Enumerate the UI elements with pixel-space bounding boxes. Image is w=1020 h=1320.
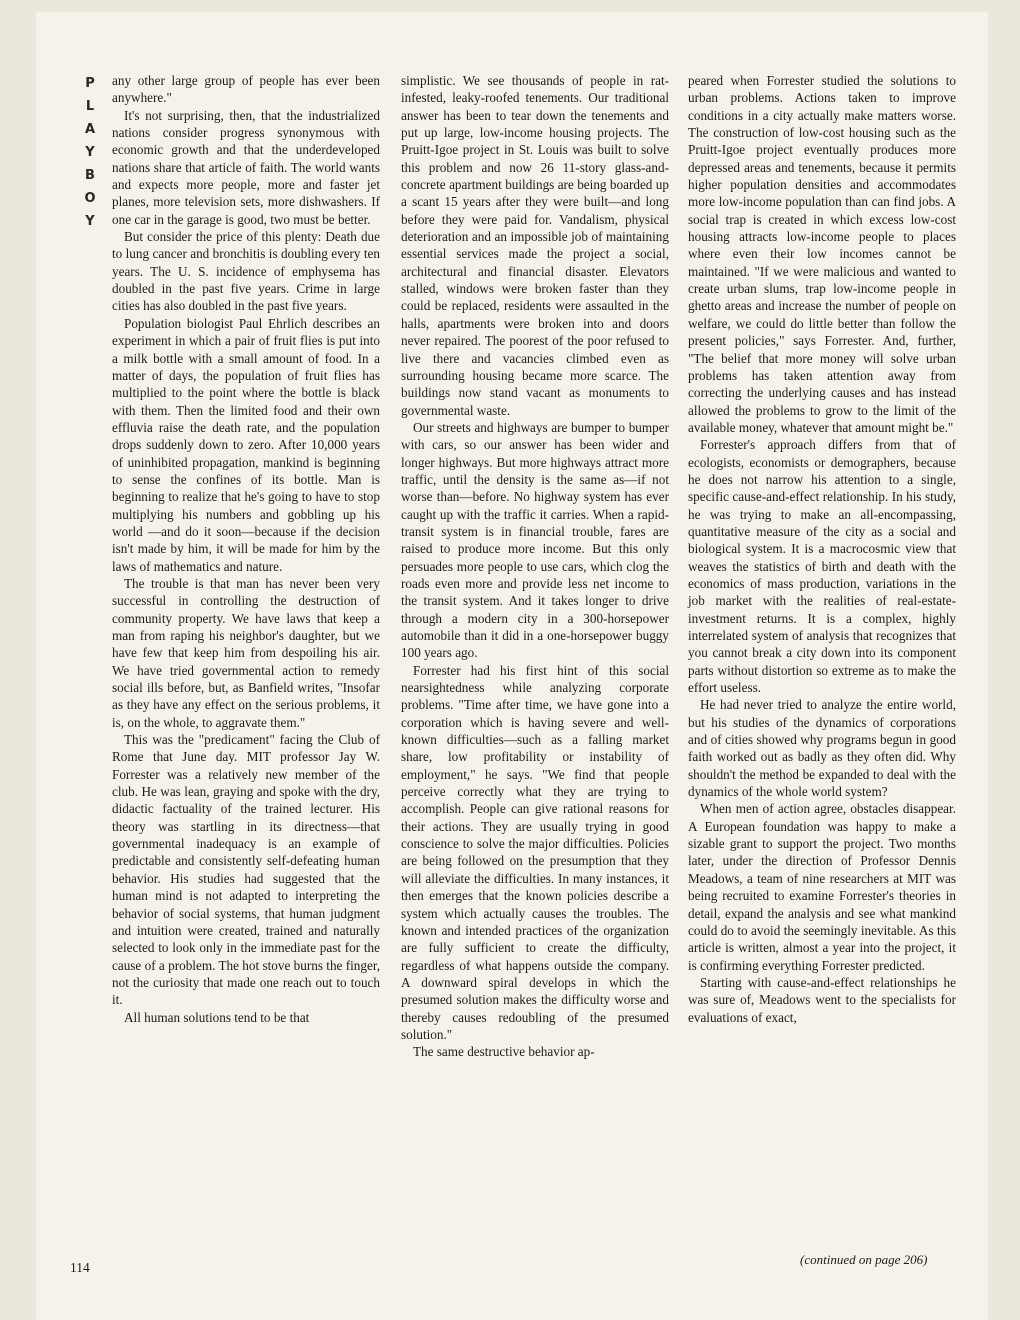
paragraph: All human solutions tend to be that bbox=[124, 1009, 310, 1025]
masthead-letter: Y bbox=[85, 214, 95, 229]
masthead-letter: P bbox=[85, 76, 95, 91]
masthead-letter: L bbox=[85, 99, 95, 114]
playboy-masthead bbox=[80, 72, 100, 233]
text-column-2 bbox=[401, 72, 669, 1061]
paragraph: simplistic. We see thousands of people in rat-infested, leaky-roofed tenements. Our traditional answer has been to tear down the tenements and put up large, low-income housing projects. The Pruitt-Igoe project in St. Louis was built to solve this problem and now 26 11-story glass-and-concrete apartment buildings are being boarded up a scant 15 years after they were built—and long before they were paid for. Vandalism, physical deterioration and an impossible job of maintaining essential services made the project a social, architectural and financial disaster. Elevators stalled, windows were broken faster than they could be replaced, residents were assaulted in the halls, apartments were broken into and doors never repaired. The poorest of the poor refused to live there and vacancies climbed even as surrounding housing became more scarce. The buildings now stand vacant as monuments to governmental waste. bbox=[401, 73, 669, 418]
paragraph: peared when Forrester studied the solutions to urban problems. Actions taken to improve conditions in a city actually make matters worse. The construction of low-cost housing such as the Pruitt-Igoe project eventually produces more depressed areas and tenements, because it permits higher population densities and accommodates more low-income population than can find jobs. A social trap is created in which excess low-cost housing attracts low-income people to places where even their low incomes cannot be maintained. "If we were malicious and wanted to create urban slums, trap low-income people in ghetto areas and increase the number of people on welfare, we could do little better than follow the present policies," says Forrester. And, further, "The belief that more money will solve urban problems has taken attention away from correcting the underlying causes and has instead allowed the problems to grow to the limit of the available money, whatever that amount might be." bbox=[688, 73, 956, 435]
paragraph: Forrester had his first hint of this social nearsightedness while analyzing corporate problems. "Time after time, we have gone into a corporation which is having severe and well-known difficulties—such as a falling market share, low profitability or instability of employment," he says. "We find that people perceive correctly what they are trying to accomplish. People can give rational reasons for their actions. They are usually trying in good conscience to solve the major difficulties. Policies are being followed on the presumption that they will alleviate the difficulties. In many instances, it then emerges that the known policies describe a system which actually causes the troubles. The known and intended practices of the organization are fully sufficient to create the difficulty, regardless of what happens outside the company. A downward spiral develops in which the presumed solution makes the difficulty worse and thereby causes redoubling of the presumed solution." bbox=[401, 662, 669, 1042]
paragraph: He had never tried to analyze the entire world, but his studies of the dynamics of corporations and of cities showed why programs begun in good faith worked out as badly as they often did. Why shouldn't the method be expanded to deal with the dynamics of the whole world system? bbox=[688, 697, 956, 800]
masthead-letter: A bbox=[84, 122, 96, 137]
paragraph: Population biologist Paul Ehrlich describes an experiment in which a pair of fruit flies is put into a milk bottle with a small amount of food. In a matter of days, the population of fruit flies has multiplied to the point where the bottle is black with them. Then the limited food and their own effluvia raise the death rate, and the population drops suddenly down to zero. After 10,000 years of uninhibited propagation, mankind is beginning to sense the confines of its bottle. Man is beginning to realize that he's going to have to stop multiplying his numbers and gobbling up his world —and do it soon—because if the decision isn't made by him, it will be made for him by the laws of mathematics and nature. bbox=[112, 315, 380, 574]
paragraph: Forrester's approach differs from that of ecologists, economists or demographers, because he does not narrow his attention to a single, specific cause-and-effect relationship. In his study, he was trying to make an all-encompassing, quantitative measure of the city as a social and biological system. It is a macrocosmic view that weaves the statistics of birth and death with the economics of mass production, variations in the job market with the realities of real-estate-investment returns. It is a complex, highly interrelated system of analysis that recognizes that you cannot break a city down into its component parts without distortion so extreme as to make the effort useless. bbox=[688, 437, 956, 696]
paragraph: any other large group of people has ever been anywhere." bbox=[112, 73, 380, 106]
masthead-letter: B bbox=[85, 168, 95, 183]
paragraph: The trouble is that man has never been very successful in controlling the destruction of community property. We have laws that keep a man from raping his neighbor's daughter, but we have few that keep him from despoiling his air. We have tried governmental action to remedy social ills before, but, as Banfield writes, "Insofar as they have any effect on the serious problems, it is, on the whole, to aggravate them." bbox=[112, 575, 380, 730]
paragraph: This was the "predicament" facing the Club of Rome that June day. MIT professor Jay W. Forrester was a relatively new member of the club. He was lean, graying and spoke with the dry, didactic factuality of the trained lecturer. His theory was startling in its directness—that governmental inadequacy is an example of predictable and consistently self-defeating human behavior. His studies had suggested that the human mind is not adapted to interpreting the behavior of social systems, that human judgment and intuition were created, trained and naturally selected to look only in the immediate past for the cause of a problem. The hot stove burns the finger, not the curiosity that made one reach out to touch it. bbox=[112, 732, 380, 1008]
text-column-3 bbox=[688, 72, 956, 1026]
paragraph: When men of action agree, obstacles disappear. A European foundation was happy to make a sizable grant to support the project. Two months later, under the direction of Professor Dennis Meadows, a team of nine researchers at MIT was being recruited to examine Forrester's theories in detail, expand the analysis and see what mankind could do to avoid the seemingly inevitable. As this article is written, almost a year into the project, it is confirming everything Forrester predicted. bbox=[688, 801, 956, 973]
page-number: 114 bbox=[70, 1260, 90, 1275]
continued-note: (continued on page 206) bbox=[800, 1252, 928, 1267]
paragraph: Our streets and highways are bumper to bumper with cars, so our answer has been wider and longer highways. But more highways attract more traffic, until the density is the same as—if not worse than—before. No highway system has ever caught up with the traffic it carries. When a rapid-transit system is in financial trouble, fares are raised to produce more income. But this only persuades more people to use cars, which clog the roads even more and provide less net income to the transit system. And it takes longer to drive through a modern city in a 300-horsepower automobile than it did in a one-horsepower buggy 100 years ago. bbox=[401, 419, 669, 661]
paragraph: Starting with cause-and-effect relationships he was sure of, Meadows went to the specialists for evaluations of exact, bbox=[688, 974, 956, 1025]
paragraph: It's not surprising, then, that the industrialized nations consider progress synonymous with economic growth and that the underdeveloped nations share that article of faith. The world wants and expects more people, more and faster jet planes, more television sets, more dishwashers. If one car in the garage is good, two must be better. bbox=[112, 107, 380, 227]
paragraph: The same destructive behavior ap- bbox=[413, 1044, 595, 1060]
masthead-letter: Y bbox=[85, 145, 95, 160]
paragraph: But consider the price of this plenty: Death due to lung cancer and bronchitis is doubling every ten years. The U. S. incidence of emphysema has doubled in the past five years. Crime in large cities has also doubled in the past five years. bbox=[112, 229, 380, 314]
text-column-1 bbox=[112, 72, 380, 1026]
masthead-letter: O bbox=[84, 191, 96, 206]
